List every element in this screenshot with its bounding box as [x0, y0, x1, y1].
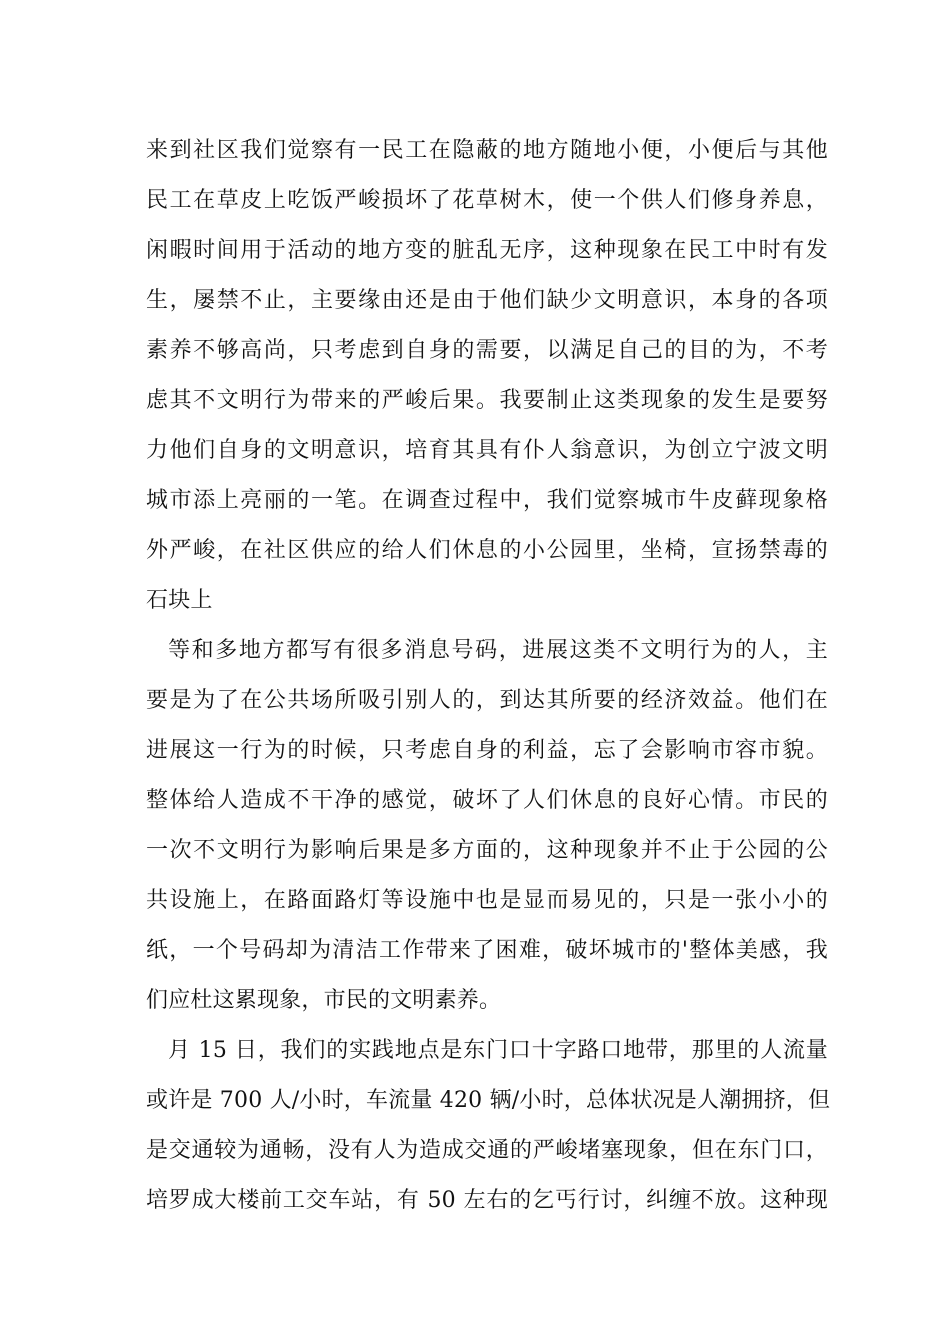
body-text: [146, 133, 831, 1233]
text-line: 整体给人造成不干净的感觉，破坏了人们休息的良好心情。市民的: [146, 788, 828, 813]
text-line: 力他们自身的文明意识，培育其具有仆人翁意识，为创立宁波文明: [146, 438, 828, 463]
text-line: 是交通较为通畅，没有人为造成交通的严峻堵塞现象，但在东门口，: [146, 1138, 828, 1163]
text-line: 民工在草皮上吃饭严峻损坏了花草树木，使一个供人们修身养息，: [146, 188, 828, 213]
text-line: 虑其不文明行为带来的严峻后果。我要制止这类现象的发生是要努: [146, 388, 828, 413]
text-line: 闲暇时间用于活动的地方变的脏乱无序，这种现象在民工中时有发: [146, 238, 828, 263]
text-line: 或许是 700 人/小时，车流量 420 辆/小时，总体状况是人潮拥挤，但: [146, 1088, 831, 1113]
text-line: 进展这一行为的时候，只考虑自身的利益，忘了会影响市容市貌。: [146, 738, 828, 763]
text-line: 来到社区我们觉察有一民工在隐蔽的地方随地小便，小便后与其他: [146, 138, 828, 163]
text-line: 生，屡禁不止，主要缘由还是由于他们缺少文明意识，本身的各项: [146, 288, 828, 313]
text-line: 培罗成大楼前工交车站，有 50 左右的乞丐行讨，纠缠不放。这种现: [146, 1188, 828, 1213]
text-line-indented: 等和多地方都写有很多消息号码，进展这类不文明行为的人，主: [168, 638, 828, 663]
text-line-indented: 月 15 日，我们的实践地点是东门口十字路口地带，那里的人流量: [168, 1038, 828, 1063]
text-line: 城市添上亮丽的一笔。在调查过程中，我们觉察城市牛皮藓现象格: [146, 488, 828, 513]
text-line: 要是为了在公共场所吸引别人的，到达其所要的经济效益。他们在: [146, 688, 828, 713]
text-line: 纸，一个号码却为清洁工作带来了困难，破坏城市的'整体美感，我: [146, 938, 828, 963]
text-line: 一次不文明行为影响后果是多方面的，这种现象并不止于公园的公: [146, 838, 828, 863]
text-line: 石块上: [146, 588, 213, 613]
text-line: 素养不够高尚，只考虑到自身的需要，以满足自己的目的为，不考: [146, 338, 828, 363]
text-line: 外严峻，在社区供应的给人们休息的小公园里，坐椅，宣扬禁毒的: [146, 538, 828, 563]
text-line: 们应杜这累现象，市民的文明素养。: [146, 988, 502, 1013]
text-line: 共设施上，在路面路灯等设施中也是显而易见的，只是一张小小的: [146, 888, 828, 913]
